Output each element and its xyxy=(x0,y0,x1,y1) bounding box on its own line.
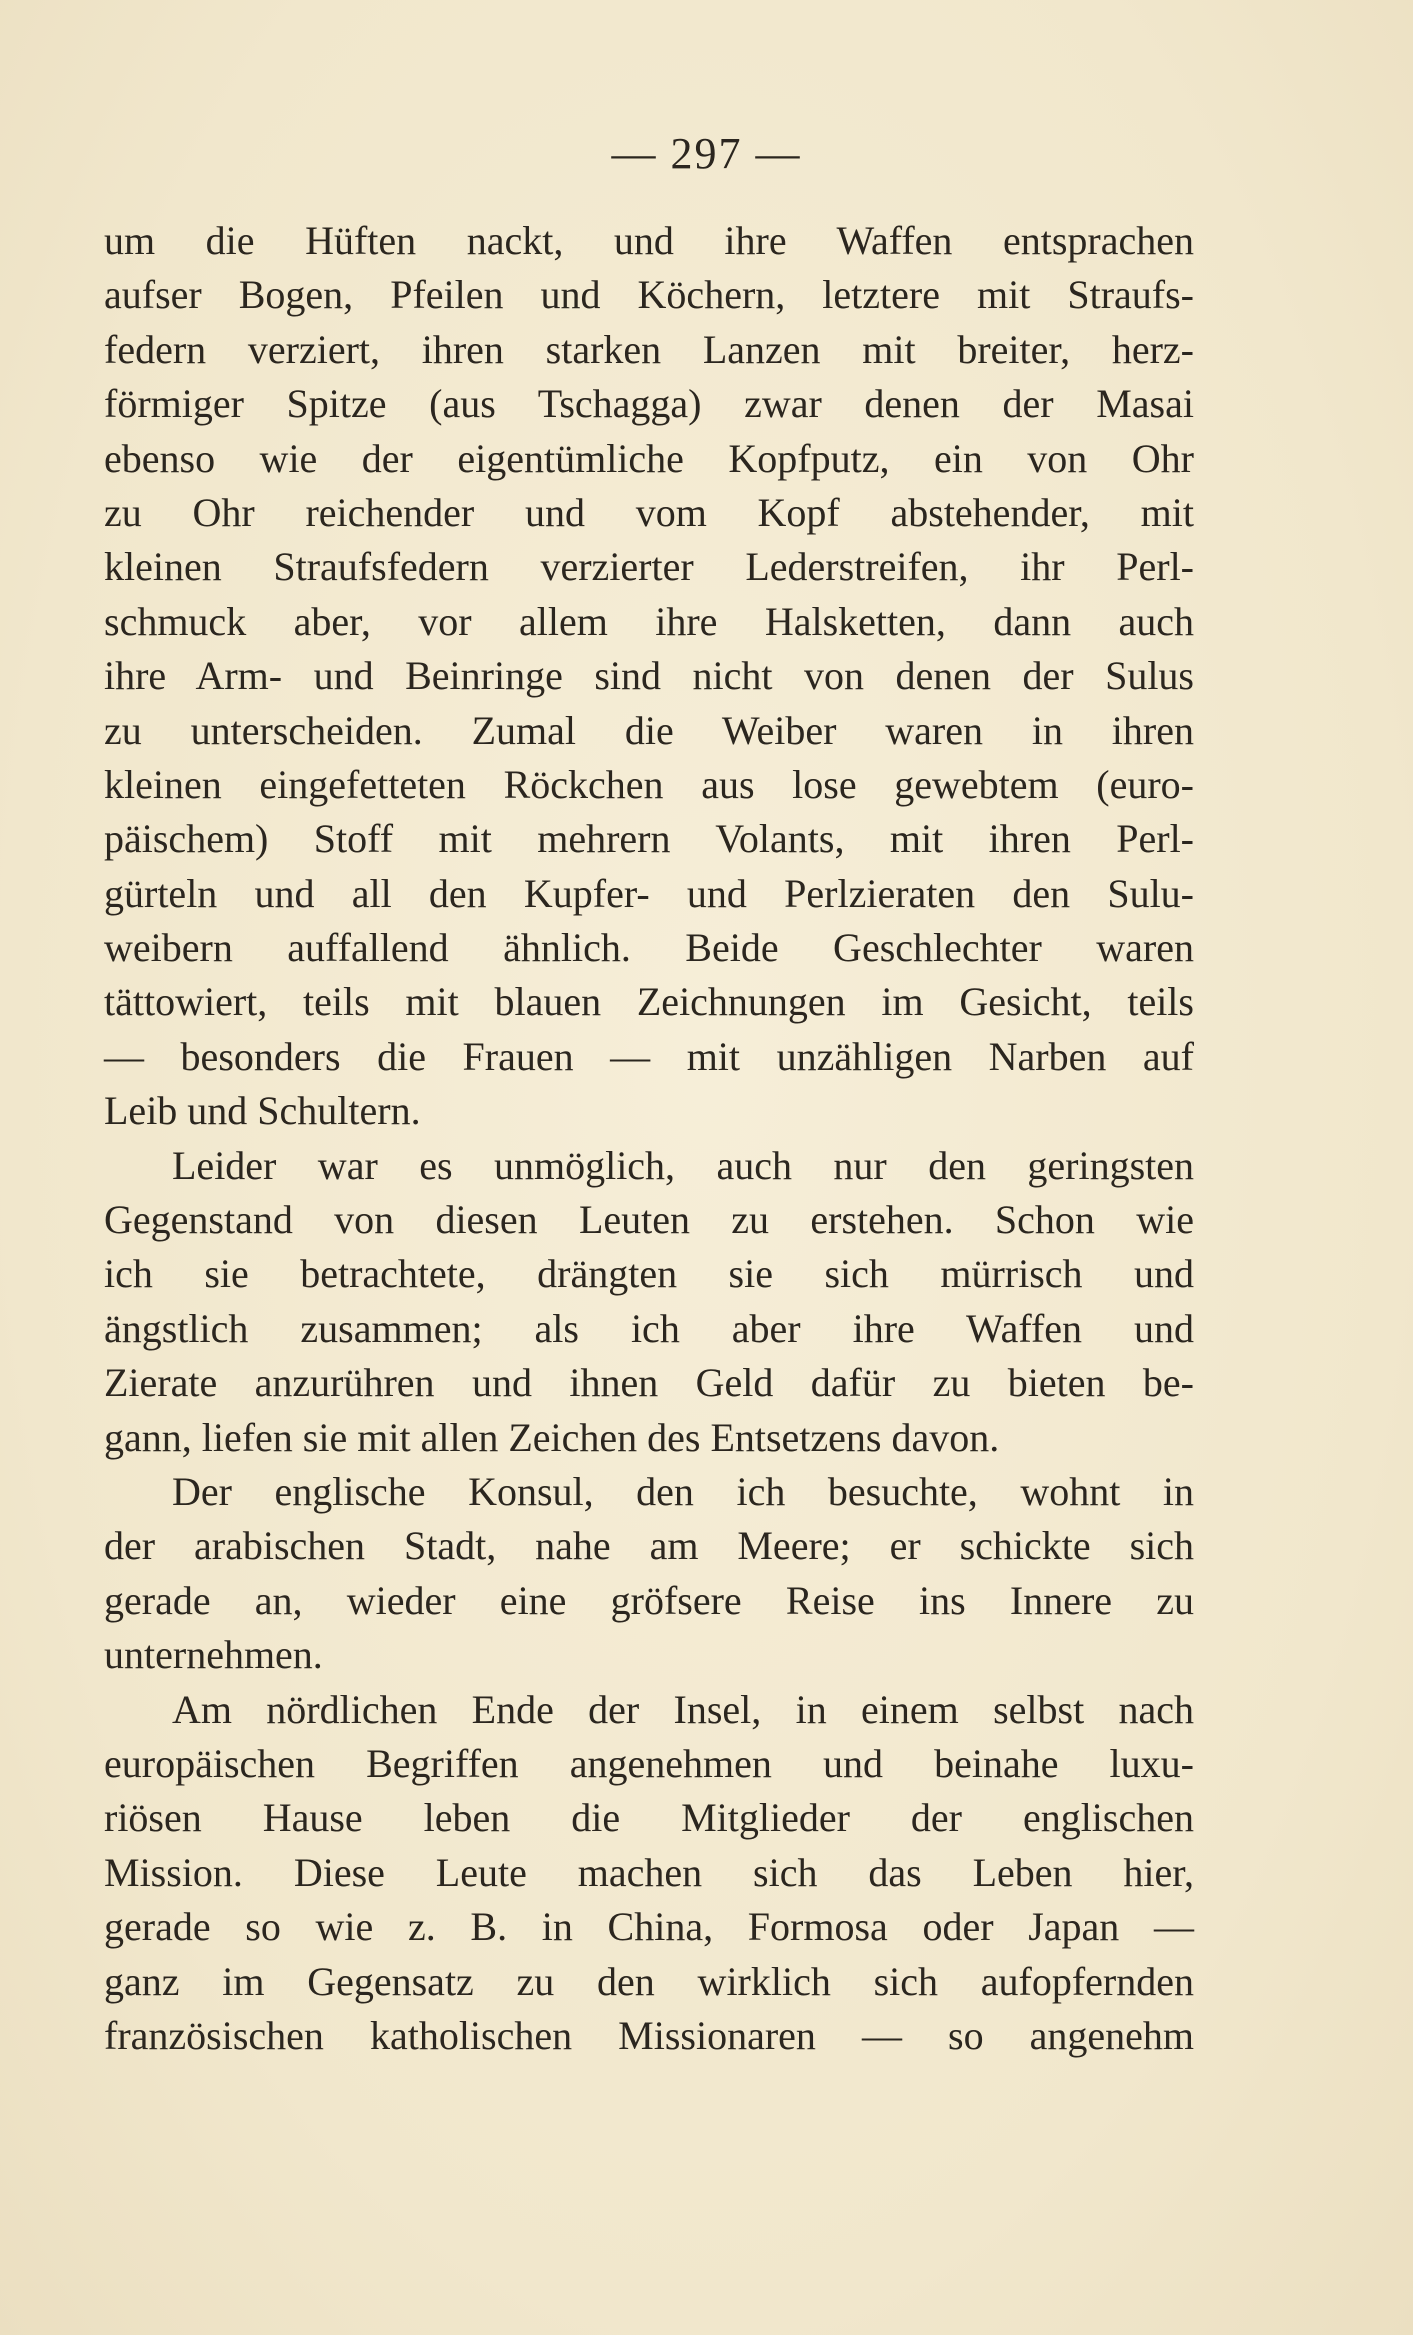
text-line: aufser Bogen, Pfeilen und Köchern, letztere mit Straufs- xyxy=(104,272,1194,318)
text-line: ich sie betrachtete, drängten sie sich mürrisch und xyxy=(104,1251,1194,1297)
text-line: Gegenstand von diesen Leuten zu erstehen. Schon wie xyxy=(104,1197,1194,1243)
text-line: französischen katholischen Missionaren — so angenehm xyxy=(104,2012,1194,2058)
text-line: ganz im Gegensatz zu den wirklich sich aufopfernden xyxy=(104,1958,1194,2004)
text-line: ebenso wie der eigentümliche Kopfputz, ein von Ohr xyxy=(104,435,1194,481)
text-line: förmiger Spitze (aus Tschagga) zwar denen der Masai xyxy=(104,381,1194,427)
text-line: federn verziert, ihren starken Lanzen mit breiter, herz- xyxy=(104,326,1194,372)
text-line: gann, liefen sie mit allen Zeichen des Entsetzens davon. xyxy=(104,1414,1000,1460)
text-line: Der englische Konsul, den ich besuchte, wohnt in xyxy=(172,1468,1194,1514)
text-line: unternehmen. xyxy=(104,1632,323,1678)
text-line: zu unterscheiden. Zumal die Weiber waren in ihren xyxy=(104,707,1194,753)
text-line: riösen Hause leben die Mitglieder der englischen xyxy=(104,1795,1194,1841)
text-line: um die Hüften nackt, und ihre Waffen entsprachen xyxy=(104,218,1194,263)
text-line: kleinen eingefetteten Röckchen aus lose gewebtem (euro- xyxy=(104,761,1194,807)
text-line: Mission. Diese Leute machen sich das Leben hier, xyxy=(104,1849,1194,1895)
text-line: Am nördlichen Ende der Insel, in einem selbst nach xyxy=(172,1686,1194,1732)
text-line: der arabischen Stadt, nahe am Meere; er schickte sich xyxy=(104,1523,1194,1569)
text-line: päischem) Stoff mit mehrern Volants, mit ihren Perl- xyxy=(104,816,1194,862)
text-line: gerade so wie z. B. in China, Formosa oder Japan — xyxy=(104,1904,1194,1950)
text-line: ihre Arm- und Beinringe sind nicht von denen der Sulus xyxy=(104,653,1194,699)
text-line: Leib und Schultern. xyxy=(104,1088,421,1134)
text-line: schmuck aber, vor allem ihre Halsketten, dann auch xyxy=(104,598,1194,644)
text-line: Zierate anzurühren und ihnen Geld dafür zu bieten be- xyxy=(104,1360,1194,1406)
text-line: gerade an, wieder eine gröfsere Reise ins Innere zu xyxy=(104,1577,1194,1623)
text-line: weibern auffallend ähnlich. Beide Geschlechter waren xyxy=(104,925,1194,971)
text-line: ängstlich zusammen; als ich aber ihre Waffen und xyxy=(104,1305,1194,1351)
text-line: europäischen Begriffen angenehmen und beinahe luxu- xyxy=(104,1740,1194,1786)
text-line: zu Ohr reichender und vom Kopf abstehender, mit xyxy=(104,489,1194,535)
text-line: — besonders die Frauen — mit unzähligen Narben auf xyxy=(104,1033,1194,1079)
text-line: Leider war es unmöglich, auch nur den geringsten xyxy=(172,1142,1194,1188)
page-number: — 297 — xyxy=(611,129,802,178)
text-line: gürteln und all den Kupfer- und Perlzieraten den Sulu- xyxy=(104,870,1194,916)
text-line: tättowiert, teils mit blauen Zeichnungen im Gesicht, teils xyxy=(104,979,1194,1025)
body-text xyxy=(104,214,1194,2063)
text-line: kleinen Straufsfedern verzierter Lederstreifen, ihr Perl- xyxy=(104,544,1194,590)
